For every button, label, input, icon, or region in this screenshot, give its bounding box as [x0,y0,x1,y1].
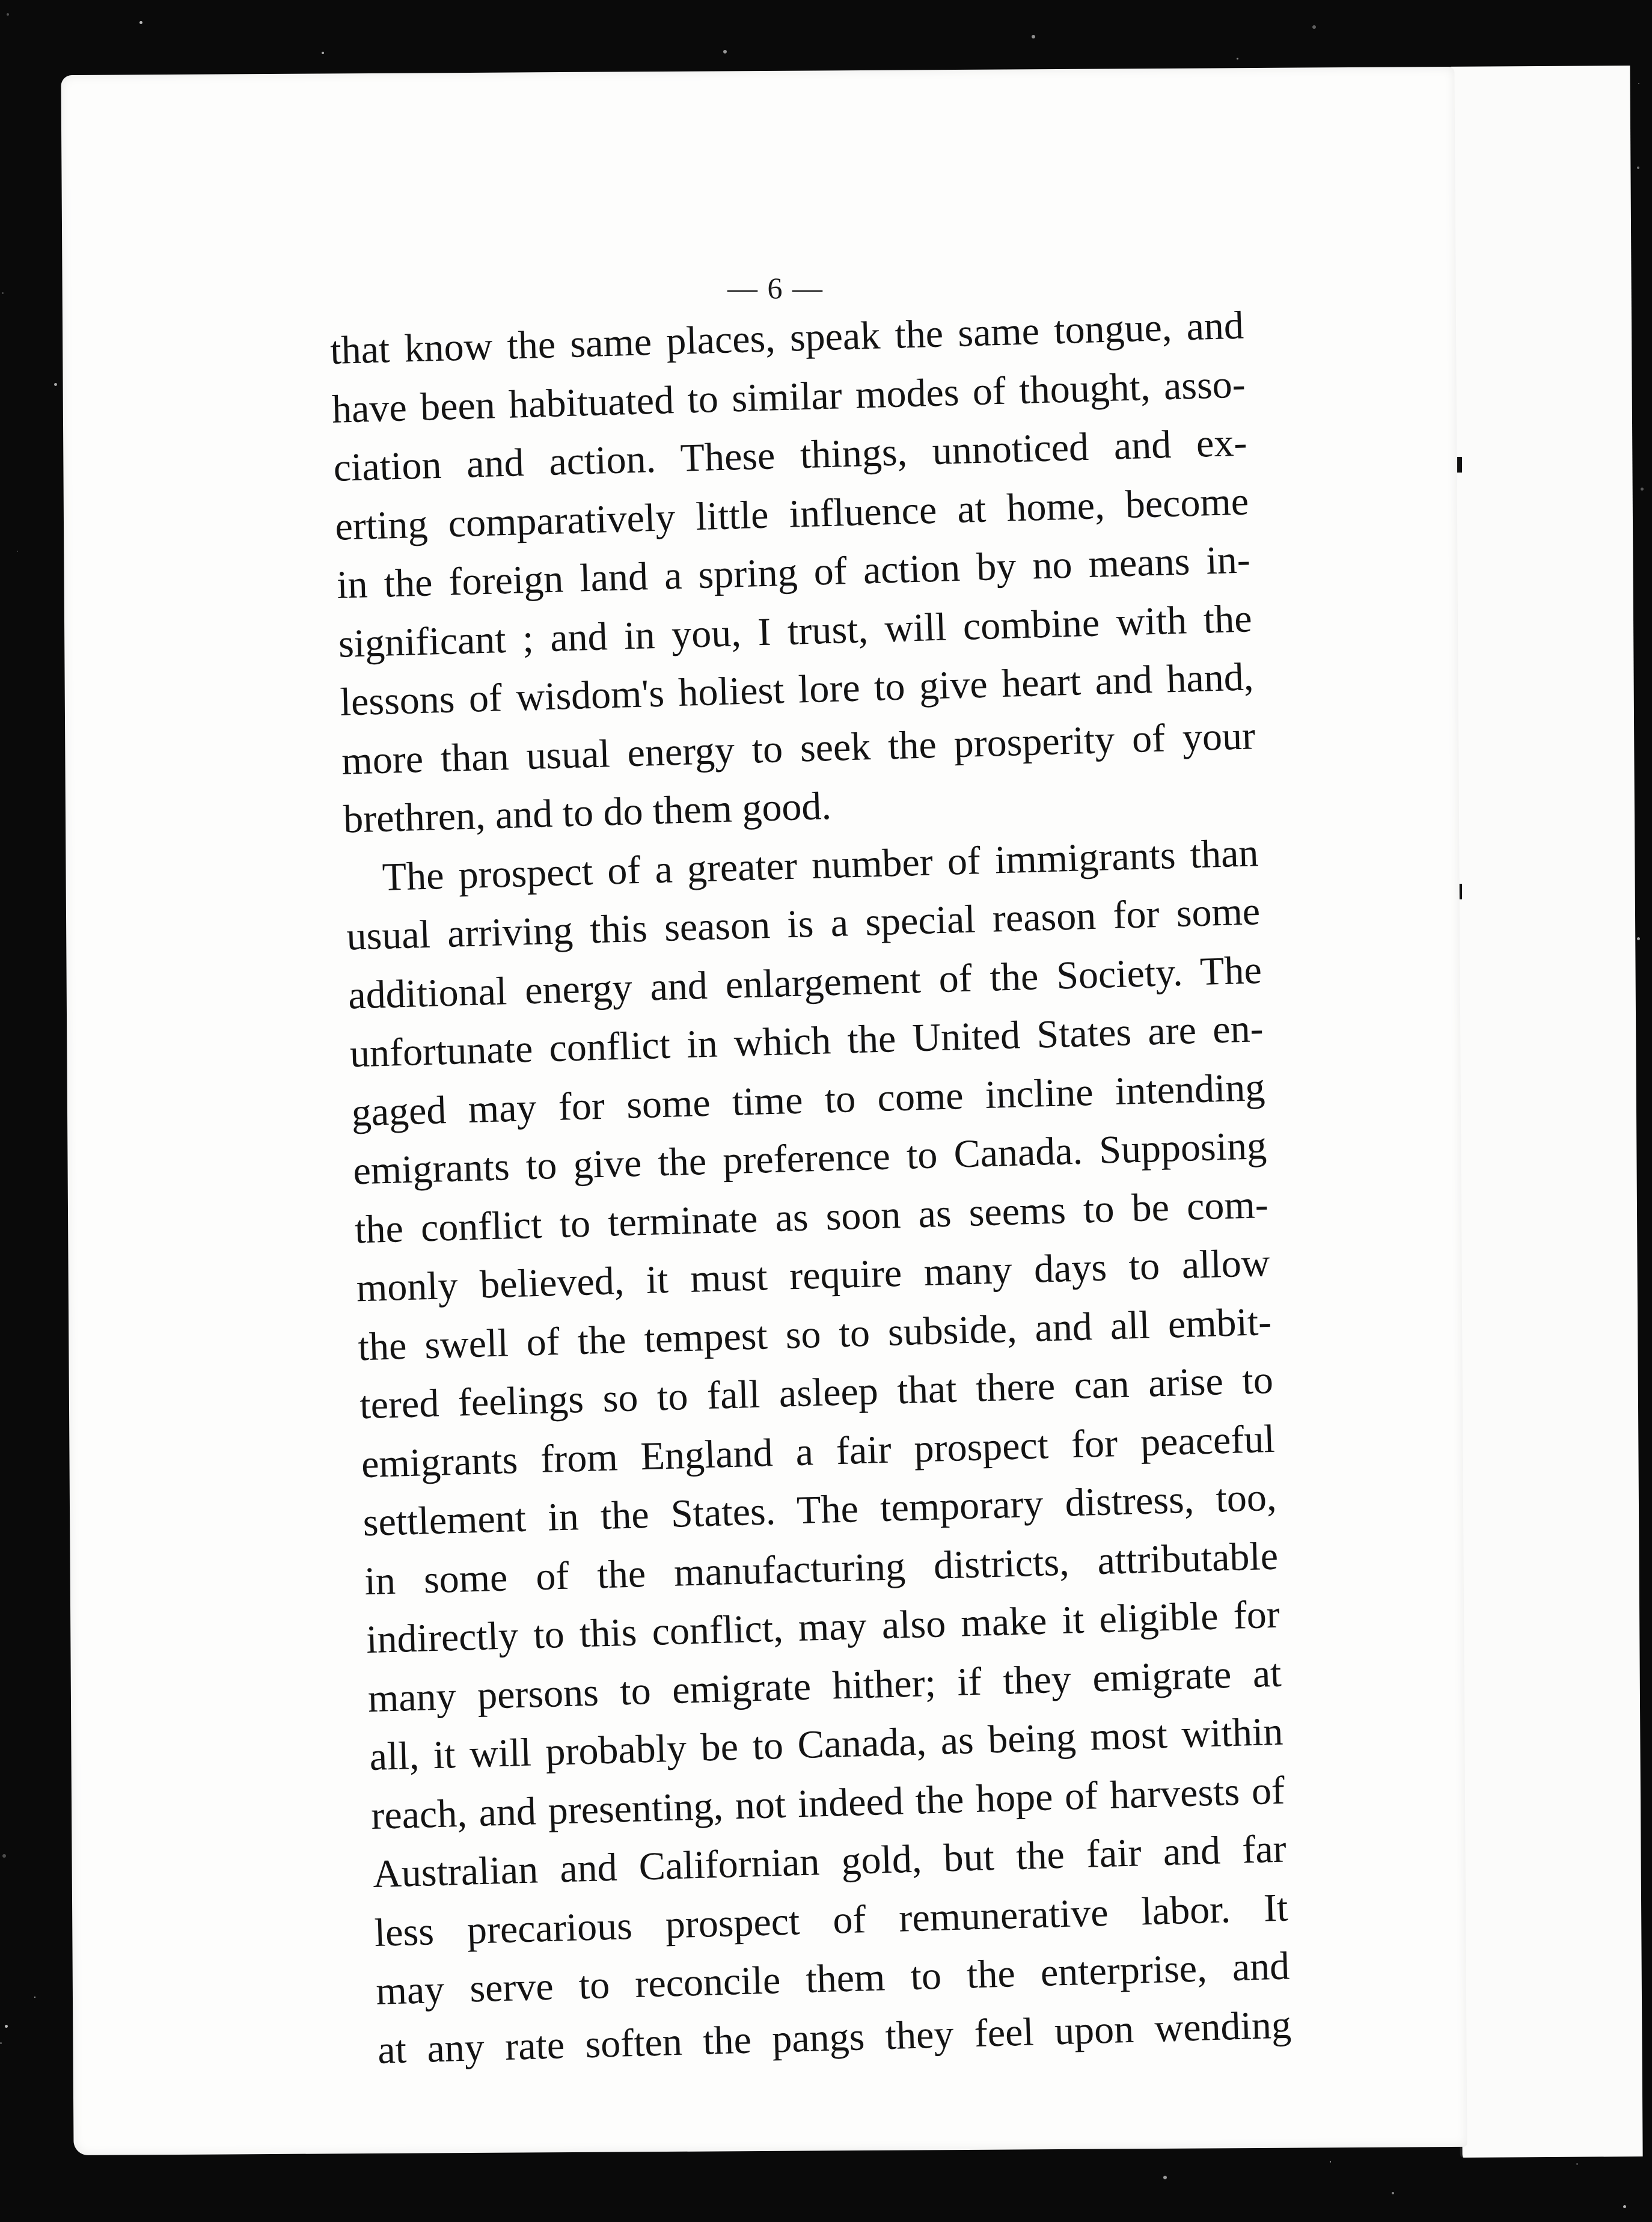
text-line: gaged may for some time to come incline intending [350,1065,1266,1134]
noise-speck [1641,488,1644,491]
noise-speck [5,2025,8,2028]
text-line: unfortunate conflict in which the United States are en- [349,1006,1264,1076]
noise-speck [0,2042,2,2044]
text-line: settlement in the States. The temporary distress, too, [362,1475,1277,1545]
text-line: significant ; and in you, I trust, will combine with the [337,596,1253,666]
text-line: many persons to emigrate hither; if they emigrate at [367,1651,1282,1721]
text-line: all, it will probably be to Canada, as being most within [369,1709,1284,1780]
noise-speck [322,52,324,54]
binding-mark [1457,457,1462,473]
noise-speck [723,50,727,54]
text-line: more than usual energy to seek the prosperity of your [341,713,1256,783]
text-line: reach, and presenting, not indeed the hope of harvests of [370,1768,1285,1838]
noise-speck [1576,2163,1578,2165]
text-line: in some of the manufacturing districts, attributable [364,1534,1279,1603]
text-line: that know the same places, speak the same tongue, and [329,303,1244,373]
noise-speck [1237,58,1238,60]
text-line: ciation and action. These things, unnoticed and ex- [332,420,1248,490]
text-line: less precarious prospect of remunerative labor. It [373,1885,1289,1955]
text-line: usual arriving this season is a special reason for some [346,889,1261,959]
facing-page-edge [1447,66,1642,2158]
noise-speck [1163,2176,1167,2179]
text-line: may serve to reconcile them to the enterprise, and [375,1944,1291,2013]
text-line: The prospect of a greater number of immigrants than [381,830,1259,899]
noise-speck [34,1997,35,1998]
noise-speck [1032,35,1035,38]
noise-speck [139,21,142,24]
text-line: erting comparatively little influence at home, become [334,479,1249,549]
text-line: tered feelings so to fall asleep that there can arise to [359,1357,1274,1428]
text-line: Australian and Californian gold, but the fair and far [372,1826,1287,1896]
text-line: in the foreign land a spring of action by no means in- [336,537,1251,607]
page-number: — 6 — [727,271,824,305]
text-line: additional energy and enlargement of the Society. The [347,947,1262,1018]
text-line: the swell of the tempest so to subside, and all embit- [357,1299,1273,1369]
text-line: emigrants from England a fair prospect for peaceful [361,1416,1276,1486]
noise-speck [17,551,18,552]
text-line: indirectly to this conflict, may also make it eligible for [366,1592,1280,1662]
noise-speck [1637,937,1640,940]
body-text [329,296,1292,2080]
text-line: at any rate soften the pangs they feel upon wending [377,2002,1292,2072]
text-line: lessons of wisdom's holiest lore to give heart and hand, [339,655,1255,724]
paragraph [344,824,1293,2080]
noise-speck [2,1854,6,1858]
noise-speck [54,383,57,386]
noise-speck [1392,2192,1394,2194]
noise-speck [1330,2161,1331,2162]
text-line: the conflict to terminate as soon as seems to be com- [354,1182,1269,1252]
noise-speck [7,13,9,16]
noise-speck [1312,25,1316,29]
noise-speck [1638,83,1639,84]
text-line: brethren, and to do them good. [343,784,832,842]
noise-speck [2,292,4,294]
text-line: have been habituated to similar modes of thought, asso- [331,362,1246,432]
noise-speck [1637,167,1639,169]
text-line: emigrants to give the preference to Canada. Supposing [352,1124,1267,1193]
text-line: monly believed, it must require many days to allow [355,1240,1271,1311]
noise-speck [1623,2205,1626,2208]
paragraph [329,296,1258,849]
